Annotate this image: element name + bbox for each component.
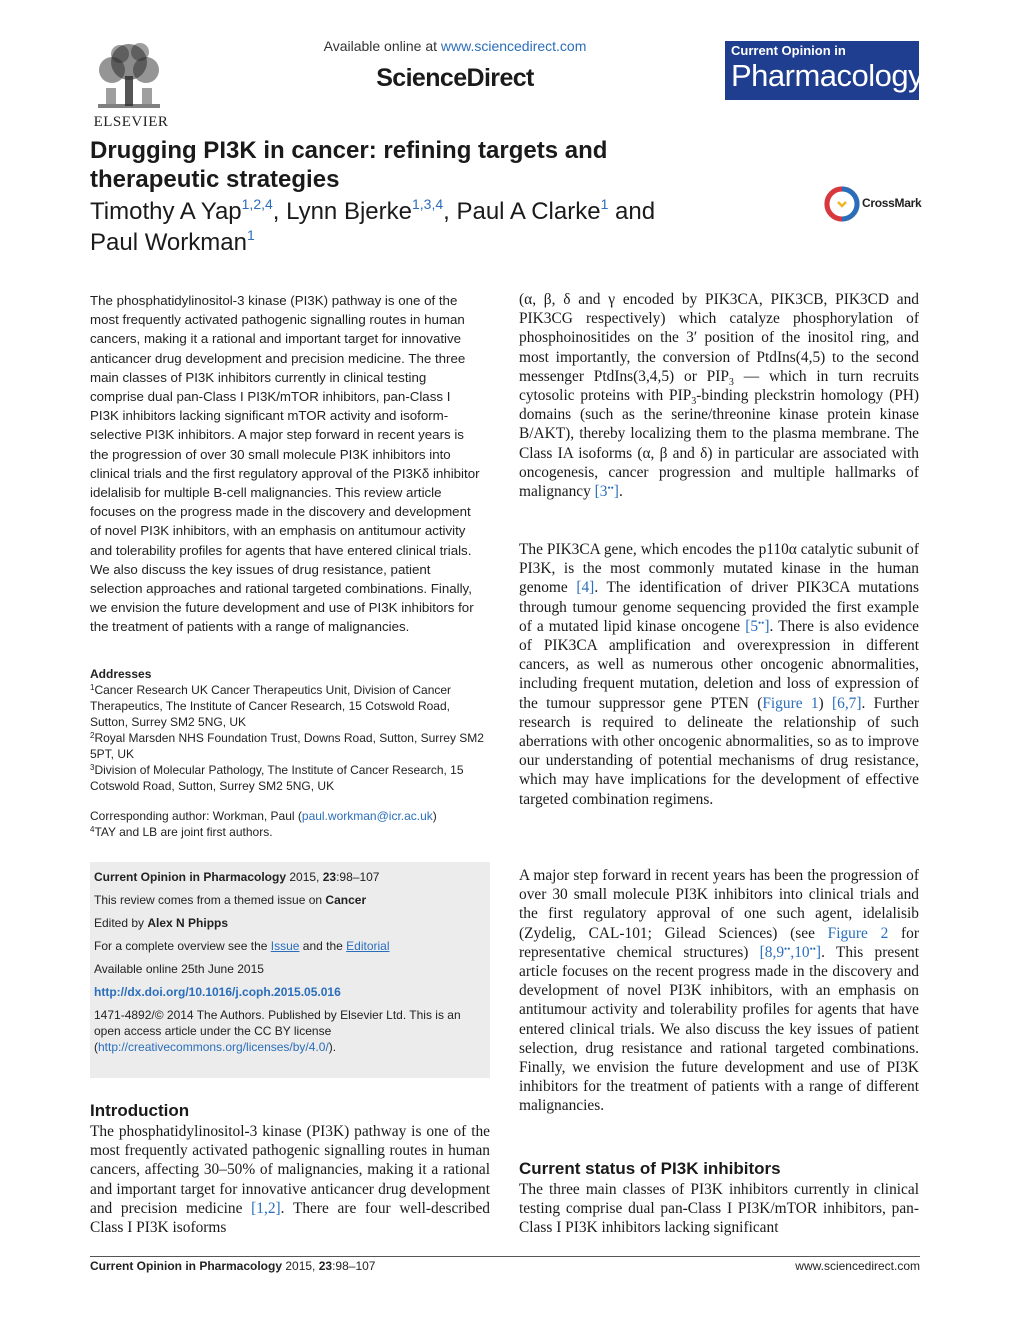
article-info-box [90,862,490,1078]
reference-emphasis: •• [809,943,816,954]
corresponding-prefix: Corresponding author: Workman, Paul ( [90,809,302,823]
info-copyright [94,1007,486,1055]
license-link[interactable]: http://creativecommons.org/licenses/by/4.0/ [98,1040,329,1054]
reference-link-end[interactable]: ] [815,943,822,961]
info-edited-prefix: Edited by [94,916,148,930]
reference-link[interactable]: [8,9 [759,943,785,961]
footer-divider [90,1256,920,1257]
footer-journal: Current Opinion in Pharmacology [90,1259,283,1273]
info-overview-mid: and the [299,939,347,953]
addresses-section [90,666,490,794]
right-paragraph-1 [519,290,919,501]
reference-link[interactable]: [1,2] [251,1199,281,1217]
info-pages: :98–107 [336,870,380,884]
info-overview-prefix: For a complete overview see the [94,939,271,953]
sciencedirect-url-link[interactable]: www.sciencedirect.com [440,38,587,54]
copyright-prefix: 1471-4892/© 2014 The Authors. Published by Elsevier Ltd. This is an open access article under the CC BY license ( [94,1008,461,1054]
introduction-heading: Introduction [90,1101,190,1120]
author-list [90,196,750,258]
author-affiliation-sup[interactable]: 1,3,4 [411,196,444,212]
info-year: 2015, [286,870,323,884]
author-affiliation-sup[interactable]: 1 [600,196,609,212]
info-themed-prefix: This review comes from a themed issue on [94,893,326,907]
footer-url-link[interactable]: www.sciencedirect.com [795,1259,920,1273]
crossmark-icon [824,185,860,223]
reference-emphasis: •• [784,943,791,954]
author-affiliation-sup[interactable]: 1 [246,227,255,243]
current-status-heading: Current status of PI3K inhibitors [519,1159,781,1178]
address-text: Royal Marsden NHS Foundation Trust, Downs Road, Sutton, Surrey SM2 5PT, UK [90,731,484,761]
address-number: 3 [90,763,95,772]
info-overview [94,938,486,954]
issue-link[interactable]: Issue [270,939,300,953]
para1-text-b: — which in turn recruits cytosolic proteins with PIP [519,367,919,405]
doi-link[interactable]: http://dx.doi.org/10.1016/j.coph.2015.05.016 [94,985,341,999]
author-name[interactable]: Paul Workman [90,229,247,256]
joint-author-note-number: 4 [90,825,95,834]
address-item [90,762,490,794]
info-available-online: Available online 25th June 2015 [94,962,264,976]
para2-text-a: The PIK3CA gene, which encodes the p110α catalytic subunit of PI3K, is the most commonly mutated kinase in the human genome [519,541,919,597]
para3-text-b: for representative chemical structures) [519,924,919,961]
corresponding-email-link[interactable]: paul.workman@icr.ac.uk [301,809,433,823]
crossmark-button[interactable] [824,185,924,223]
para3-text-a: A major step forward in recent years has been the progression of over 30 small molecule PI3K inhibitors into clinical trials and the first regulatory approval of one such agent, idelalisib (Zydelig, CAL-101; Gilead Sciences) (see [519,867,919,942]
para1-end: . [618,483,623,501]
info-citation [94,869,486,885]
intro-text-b: . There are four well-described Class I PI3K isoforms [90,1199,490,1237]
address-item [90,682,490,730]
address-text: Division of Molecular Pathology, The Institute of Cancer Research, 15 Cotswold Road, Sutton, Surrey SM2 5NG, UK [90,763,464,793]
joint-author-note: TAY and LB are joint first authors. [94,825,273,839]
elsevier-wordmark: ELSEVIER [93,114,169,130]
journal-badge[interactable] [725,41,924,100]
journal-badge-line2: Pharmacology [731,58,924,93]
info-theme: Cancer [325,893,367,907]
address-number: 1 [90,683,95,692]
reference-link[interactable]: [4] [576,579,595,597]
address-number: 2 [90,731,95,740]
intro-text-a: The phosphatidylinositol-3 kinase (PI3K) pathway is one of the most frequently activated pathogenic signalling routes in human cancers, affecting 30–50% of malignancies, making it a rational and important target for innovative anticancer drug development and precision medicine [90,1123,490,1217]
footer-year: 2015, [282,1259,319,1273]
para2-text-b: . The identification of driver PIK3CA mutations through tumour genome sequencing provided the first example of a mutated lipid kinase oncogene [519,579,919,635]
figure-2-link[interactable]: Figure 2 [827,924,889,942]
address-item [90,730,490,762]
corresponding-suffix: ) [432,809,437,823]
figure-1-link[interactable]: Figure 1 [762,694,819,712]
editorial-link[interactable]: Editorial [346,939,390,953]
right-paragraph-3 [519,866,919,1116]
author-separator: , [443,198,457,225]
info-journal-name: Current Opinion in Pharmacology [94,870,287,884]
reference-link[interactable]: [3 [594,483,608,501]
author-name[interactable]: Lynn Bjerke [286,198,412,225]
reference-emphasis: •• [607,483,614,494]
author-name[interactable]: Timothy A Yap [90,198,242,225]
author-separator: and [608,198,656,225]
sciencedirect-wordmark[interactable]: ScienceDirect [376,64,534,92]
info-edited-by [94,915,486,931]
para2-text-c: . There is also evidence of PIK3CA amplification and overexpression in different cancers, as well as numerous other oncogenic abnormalities, including frequent mutation, deletion and loss of expression of the tumour suppressor gene PTEN ( [519,617,919,712]
author-affiliation-sup[interactable]: 1,2,4 [241,196,273,212]
available-online-line [290,38,620,54]
copyright-suffix: ). [328,1040,337,1054]
footer-volume: 23 [318,1259,333,1273]
elsevier-tree-icon [90,40,168,114]
para1-text-c: -binding pleckstrin homology (PH) domains (such as the serine/threonine kinase protein kinase B/AKT), thereby localizing them to the plasma membrane. The Class IA isoforms (α, β and δ) in particular are associated with oncogenesis, cancer progression and multiple hallmarks of malignancy [519,387,919,501]
crossmark-label: CrossMark [862,196,922,210]
reference-link-end[interactable]: ] [764,617,770,635]
journal-badge-line1: Current Opinion in [731,43,846,58]
address-text: Cancer Research UK Cancer Therapeutics Unit, Division of Cancer Therapeutics, The Institute of Cancer Research, 15 Cotswold Road, Sutton, Surrey SM2 5NG, UK [90,683,452,729]
reference-emphasis: •• [758,617,765,628]
elsevier-logo [90,40,168,130]
para2-text-e: . Further research is required to delineate the relationship of such aberrations with other oncogenic abnormalities, so as to improve our understanding of potential mechanisms of drug resistance, which may have implications for the development of effective targeted combination regimens. [519,694,919,808]
reference-link[interactable]: [5 [745,617,759,635]
article-title: Drugging PI3K in cancer: refining targets and therapeutic strategies [90,137,608,193]
para3-text-c: . This present article focuses on the recent progress made in the discovery and development of novel PI3K inhibitors, with an emphasis on antitumour activity and tolerability profiles for agents that have entered clinical trials. We also discuss the key issues of patient selection, drug resistance and rational targeted combinations. Finally, we envision the future development and use of PI3K inhibitors for the treatment of patients with a range of different malignancies. [519,943,920,1115]
reference-link-end[interactable]: ] [613,483,619,501]
introduction-paragraph [90,1122,490,1237]
author-name[interactable]: Paul A Clarke [456,198,601,225]
right-paragraph-4: The three main classes of PI3K inhibitors currently in clinical testing comprise dual pan-Class I PI3K/mTOR inhibitors, pan-Class I PI3K inhibitors lacking significant [519,1181,919,1237]
available-prefix: Available online at [323,38,441,54]
addresses-heading: Addresses [90,667,152,681]
reference-link[interactable]: [6,7] [832,694,862,712]
info-volume: 23 [322,870,337,884]
para2-text-d: ) [818,694,832,712]
info-themed-issue [94,892,486,908]
abstract: The phosphatidylinositol-3 kinase (PI3K) pathway is one of the most frequently activated pathogenic signalling routes in human cancers, making it a rational and important target for innovative anticancer drug development and precision medicine. The three main classes of PI3K inhibitors currently in clinical testing comprise dual pan-Class I PI3K/mTOR inhibitors, pan-Class I PI3K inhibitors lacking significant mTOR activity and isoform-selective PI3K inhibitors. A major step forward in recent years is the progression of over 30 small molecule PI3K inhibitors into clinical trials and the first regulatory approval of the PI3Kδ inhibitor idelalisib for multiple B-cell malignancies. This review article focuses on the progress made in the discovery and development of novel PI3K inhibitors, with an emphasis on antitumour activity and tolerability profiles for agents that have entered clinical trials. We also discuss the key issues of drug resistance, patient selection approaches and rational targeted combinations. Finally, we envision the future development and use of PI3K inhibitors for the treatment of patients with a range of malignancies. [90,293,480,635]
para1-sub-b: 3 [691,396,697,408]
right-paragraph-2 [519,540,919,809]
author-separator: , [272,198,287,225]
reference-link[interactable]: ,10 [790,943,810,961]
para1-text-a: (α, β, δ and γ encoded by PIK3CA, PIK3CB, PIK3CD and PIK3CG respectively) which catalyze phosphorylation of phosphoinositides on the 3′ position of the inositol ring, and most importantly, the conversion of PtdIns(4,5) to the second messenger PtdIns(3,4,5) or PIP [519,291,919,385]
footer-pages: :98–107 [332,1259,376,1273]
info-editor: Alex N Phipps [147,916,229,930]
para1-sub-a: 3 [728,376,734,388]
footer-citation [90,1259,375,1273]
corresponding-author [90,808,490,840]
